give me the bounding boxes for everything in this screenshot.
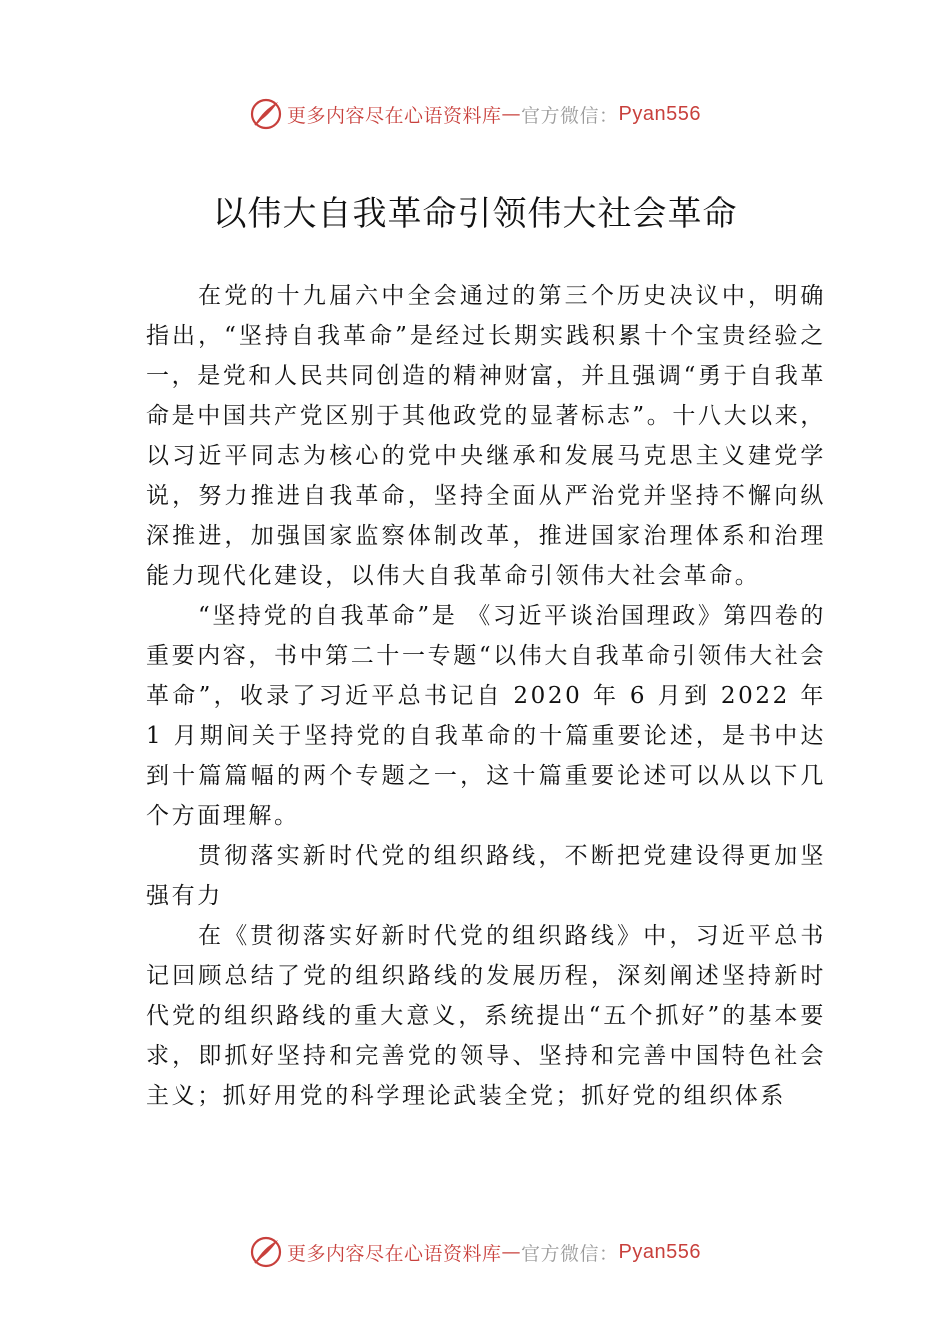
paragraph-2: “坚持党的自我革命”是 《习近平谈治国理政》第四卷的重要内容，书中第二十一专题“以伟大自我革命引领伟大社会革命”，收录了习近平总书记自 2020 年 6 月到 2022 年 1 月期间关于坚持党的自我革命的十篇重要论述，是书中达到十篇篇幅的两个专题之一，这十篇重要论述可以从以下几个方面理解。 — [146, 603, 826, 829]
footer-wechat-label: 官方微信： — [521, 1242, 619, 1265]
banner-separator: — — [501, 103, 522, 125]
quill-pen-logo-icon — [249, 1235, 283, 1269]
paragraph-1: 在党的十九届六中全会通过的第三个历史决议中，明确指出，“坚持自我革命”是经过长期实践积累十个宝贵经验之一，是党和人民共同创造的精神财富，并且强调“勇于自我革命是中国共产党区别于其他政党的显著标志”。十八大以来，以习近平同志为核心的党中央继承和发展马克思主义建党学说，努力推进自我革命，坚持全面从严治党并坚持不懈向纵深推进，加强国家监察体制改革，推进国家治理体系和治理能力现代化建设，以伟大自我革命引领伟大社会革命。 — [146, 283, 826, 589]
paragraph-3: 在《贯彻落实好新时代党的组织路线》中，习近平总书记回顾总结了党的组织路线的发展历程，深刻阐述坚持新时代党的组织路线的重大意义，系统提出“五个抓好”的基本要求，即抓好坚持和完善党的领导、坚持和完善中国特色社会主义；抓好用党的科学理论武装全党；抓好党的组织体系 — [146, 923, 826, 1109]
document-title: 以伟大自我革命引领伟大社会革命 — [212, 194, 738, 234]
footer-slogan: 更多内容尽在心语资料库 — [287, 1242, 502, 1265]
footer-wechat-id: Pyan556 — [618, 1240, 701, 1263]
header-banner — [0, 94, 950, 134]
section-heading: 贯彻落实新时代党的组织路线，不断把党建设得更加坚强有力 — [146, 843, 826, 909]
banner-wechat-id: Pyan556 — [618, 102, 701, 125]
footer-separator: — — [501, 1241, 522, 1263]
quill-pen-logo-icon — [249, 97, 283, 131]
footer-banner — [0, 1232, 950, 1272]
banner-slogan: 更多内容尽在心语资料库 — [287, 104, 502, 127]
document-body — [146, 276, 826, 1116]
banner-wechat-label: 官方微信： — [521, 104, 619, 127]
